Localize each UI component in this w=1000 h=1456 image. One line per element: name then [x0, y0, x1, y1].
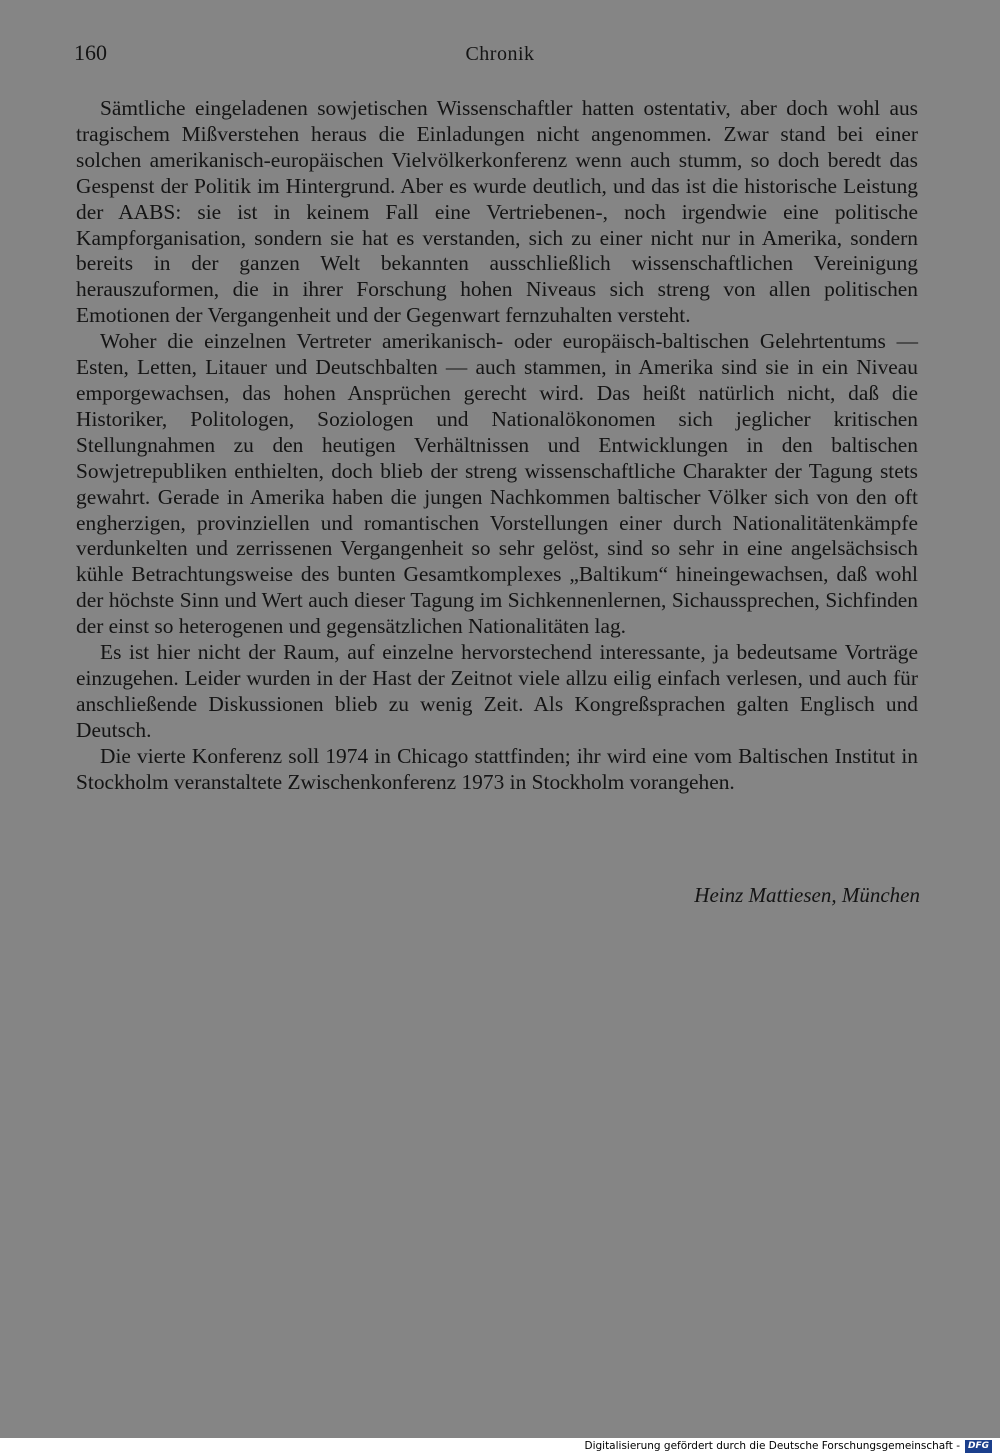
digitization-footer: [0, 1438, 1000, 1456]
dfg-logo-icon: DFG: [965, 1440, 992, 1453]
footer-credit: Digitalisierung gefördert durch die Deutsche Forschungsgemeinschaft -: [584, 1440, 960, 1452]
paragraph-2: Woher die einzelnen Vertreter amerikanisch- oder europäisch-baltischen Gelehrtentums — Esten, Letten, Litauer und Deutschbalten — auch stammen, in Amerika sind sie in ein Niveau emporgewachsen, das hohen Ansprüchen gerecht wird. Das heißt natürlich nicht, daß die Historiker, Politologen, Soziologen und Nationalökonomen sich jeglicher kritischen Stellungnahmen zu den heutigen Verhältnissen und Entwicklungen in den baltischen Sowjetrepubliken enthielten, doch blieb der streng wissenschaftliche Charakter der Tagung stets gewahrt. Gerade in Amerika haben die jungen Nachkommen baltischer Völker sich von den oft engherzigen, provinziellen und romantischen Vorstellungen einer durch Nationalitätenkämpfe verdunkelten und zerrissenen Vergangenheit so sehr gelöst, sind so sehr in eine angelsächsisch kühle Betrachtungsweise des bunten Gesamtkomplexes „Baltikum“ hineingewachsen, daß wohl der höchste Sinn und Wert auch dieser Tagung im Sichkennenlernen, Sichaussprechen, Sichfinden der einst so heterogenen und gegensätzlichen Nationalitäten lag.: [76, 329, 918, 639]
running-head: Chronik: [465, 43, 535, 65]
paragraph-3: Es ist hier nicht der Raum, auf einzelne hervorstechend interessante, ja bedeutsame Vorträge einzugehen. Leider wurden in der Hast der Zeitnot viele allzu eilig einfach verlesen, und auch für anschließende Diskussionen blieb zu wenig Zeit. Als Kongreßsprachen galten Englisch und Deutsch.: [76, 640, 918, 742]
paragraph-1: Sämtliche eingeladenen sowjetischen Wissenschaftler hatten ostentativ, aber doch wohl aus tragischem Mißverstehen heraus die Einladungen nicht angenommen. Zwar stand bei einer solchen amerikanisch-europäischen Vielvölkerkonferenz wenn auch stumm, so doch beredt das Gespenst der Politik im Hintergrund. Aber es wurde deutlich, und das ist die historische Leistung der AABS: sie ist in keinem Fall eine Vertriebenen-, noch irgendwie eine politische Kampforganisation, sondern sie hat es verstanden, sich zu einer nicht nur in Amerika, sondern bereits in der ganzen Welt bekannten ausschließlich wissenschaftlichen Vereinigung herauszuformen, die in ihrer Forschung hohen Niveaus sich streng von allen politischen Emotionen der Vergangenheit und der Gegenwart fernzuhalten versteht.: [76, 96, 918, 328]
paragraph-4: Die vierte Konferenz soll 1974 in Chicago stattfinden; ihr wird eine vom Baltischen Institut in Stockholm veranstaltete Zwischenkonferenz 1973 in Stockholm vorangehen.: [76, 743, 918, 794]
author-signature: Heinz Mattiesen, München: [694, 883, 920, 907]
article-body: [76, 96, 918, 795]
page-number: 160: [74, 40, 107, 65]
